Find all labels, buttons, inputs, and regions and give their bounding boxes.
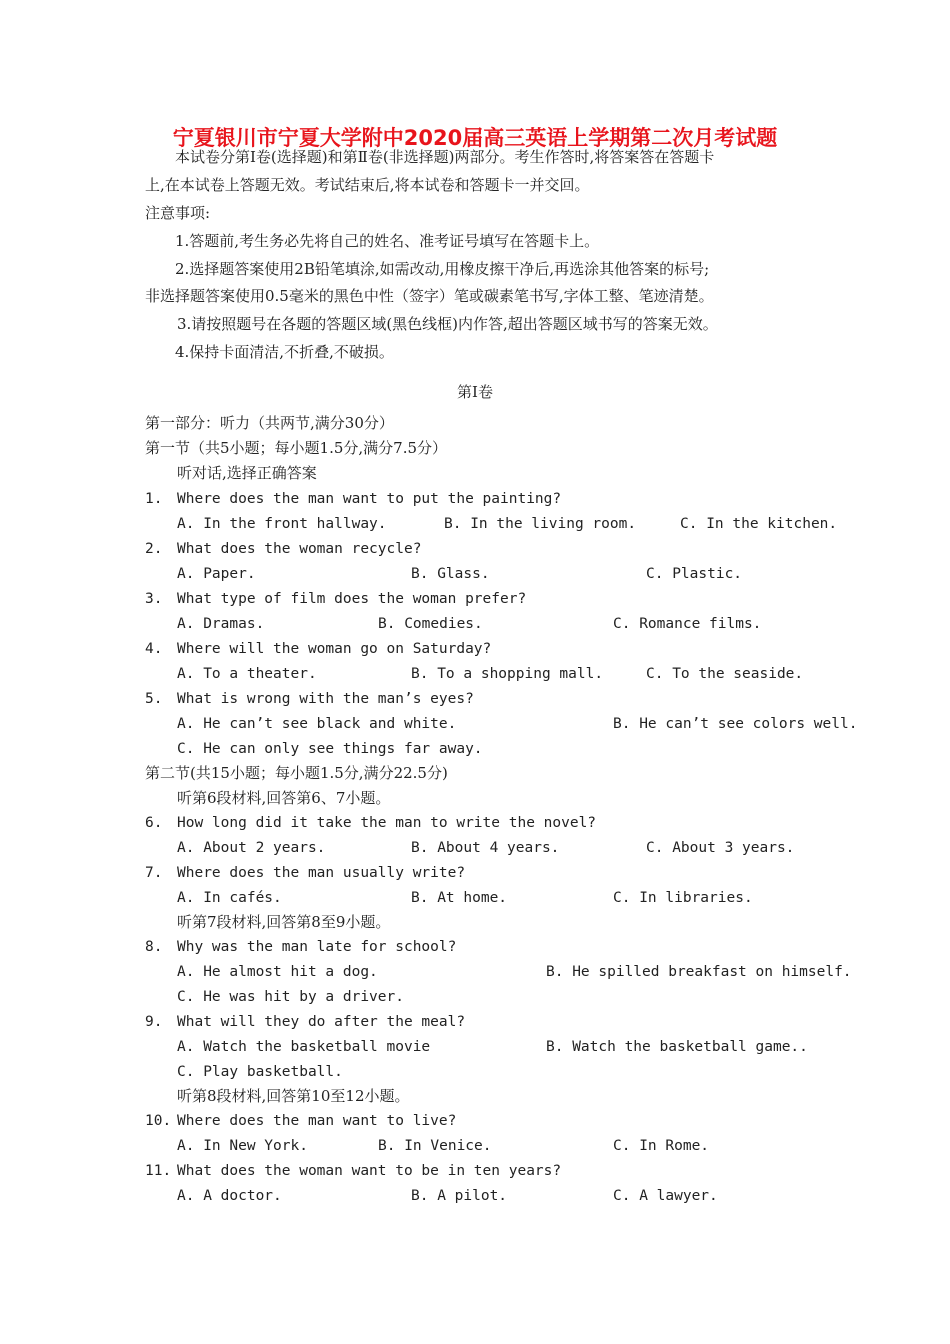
option-a: A. A doctor. — [177, 1188, 282, 1204]
option-b: B. About 4 years. — [411, 840, 560, 856]
option-c: C. A lawyer. — [613, 1188, 718, 1204]
volume-title: 第Ⅰ卷 — [457, 383, 493, 401]
option-a: A. He can’t see black and white. — [177, 716, 457, 732]
option-c: C. He was hit by a driver. — [177, 989, 404, 1005]
option-c: C. He can only see things far away. — [177, 741, 483, 757]
note-2b: 非选择题答案使用0.5毫米的黑色中性（签字）笔或碳素笔书写,字体工整、笔迹清楚。 — [145, 287, 714, 305]
question-text: Where does the man want to live? — [177, 1113, 457, 1129]
question-number: 11. — [145, 1163, 172, 1179]
option-b: B. In Venice. — [378, 1138, 492, 1154]
option-a: A. To a theater. — [177, 666, 317, 682]
question-text: What type of film does the woman prefer? — [177, 591, 527, 607]
question-text: Where does the man want to put the painting? — [177, 491, 562, 507]
question-number: 2. — [145, 541, 163, 557]
option-b: B. He can’t see colors well. — [613, 716, 858, 732]
question-text: What will they do after the meal? — [177, 1014, 466, 1030]
option-c: C. Play basketball. — [177, 1064, 343, 1080]
notes-heading: 注意事项: — [145, 204, 211, 222]
question-number: 5. — [145, 691, 163, 707]
question-number: 7. — [145, 865, 163, 881]
question-number: 10. — [145, 1113, 172, 1129]
option-b: B. Watch the basketball game.. — [546, 1039, 808, 1055]
option-b: B. Glass. — [411, 566, 490, 582]
material-8-instruction: 听第8段材料,回答第10至12小题。 — [177, 1087, 410, 1105]
note-3: 3.请按照题号在各题的答题区域(黑色线框)内作答,超出答题区域书写的答案无效。 — [177, 315, 718, 333]
material-7-instruction: 听第7段材料,回答第8至9小题。 — [177, 913, 391, 931]
option-a: A. Dramas. — [177, 616, 265, 632]
note-2a: 2.选择题答案使用2B铅笔填涂,如需改动,用橡皮擦干净后,再选涂其他答案的标号; — [175, 260, 710, 278]
option-b: B. To a shopping mall. — [411, 666, 604, 682]
part1-heading: 第一部分：听力（共两节,满分30分） — [145, 414, 394, 432]
option-c: C. In Rome. — [613, 1138, 710, 1154]
option-c: C. In the kitchen. — [680, 516, 838, 532]
option-b: B. In the living room. — [444, 516, 637, 532]
question-number: 8. — [145, 939, 163, 955]
question-number: 9. — [145, 1014, 163, 1030]
option-a: A. Watch the basketball movie — [177, 1039, 431, 1055]
option-b: B. Comedies. — [378, 616, 483, 632]
question-text: Where does the man usually write? — [177, 865, 466, 881]
section1-heading: 第一节（共5小题；每小题1.5分,满分7.5分） — [145, 439, 448, 457]
exam-title: 宁夏银川市宁夏大学附中2020届高三英语上学期第二次月考试题 — [172, 126, 778, 150]
option-c: C. In libraries. — [613, 890, 753, 906]
question-text: Why was the man late for school? — [177, 939, 457, 955]
option-a: A. Paper. — [177, 566, 256, 582]
question-text: Where will the woman go on Saturday? — [177, 641, 492, 657]
note-4: 4.保持卡面清洁,不折叠,不破损。 — [175, 343, 394, 361]
question-number: 4. — [145, 641, 163, 657]
option-b: B. A pilot. — [411, 1188, 508, 1204]
question-number: 6. — [145, 815, 163, 831]
option-c: C. To the seaside. — [646, 666, 804, 682]
option-a: A. In cafés. — [177, 890, 282, 906]
option-b: B. At home. — [411, 890, 508, 906]
question-text: What does the woman recycle? — [177, 541, 422, 557]
note-1: 1.答题前,考生务必先将自己的姓名、准考证号填写在答题卡上。 — [175, 232, 600, 250]
intro-line-1: 本试卷分第Ⅰ卷(选择题)和第Ⅱ卷(非选择题)两部分。考生作答时,将答案答在答题卡 — [175, 148, 715, 166]
option-c: C. Romance films. — [613, 616, 762, 632]
question-text: What does the woman want to be in ten years? — [177, 1163, 562, 1179]
section1-instruction: 听对话,选择正确答案 — [177, 464, 317, 482]
question-text: What is wrong with the man’s eyes? — [177, 691, 474, 707]
intro-line-2: 上,在本试卷上答题无效。考试结束后,将本试卷和答题卡一并交回。 — [145, 176, 590, 194]
option-a: A. In New York. — [177, 1138, 308, 1154]
section2-heading: 第二节(共15小题；每小题1.5分,满分22.5分) — [145, 764, 448, 782]
option-c: C. About 3 years. — [646, 840, 795, 856]
option-b: B. He spilled breakfast on himself. — [546, 964, 852, 980]
option-a: A. He almost hit a dog. — [177, 964, 378, 980]
material-6-instruction: 听第6段材料,回答第6、7小题。 — [177, 789, 391, 807]
question-number: 3. — [145, 591, 163, 607]
option-a: A. About 2 years. — [177, 840, 326, 856]
question-text: How long did it take the man to write the novel? — [177, 815, 597, 831]
option-a: A. In the front hallway. — [177, 516, 387, 532]
option-c: C. Plastic. — [646, 566, 743, 582]
question-number: 1. — [145, 491, 163, 507]
